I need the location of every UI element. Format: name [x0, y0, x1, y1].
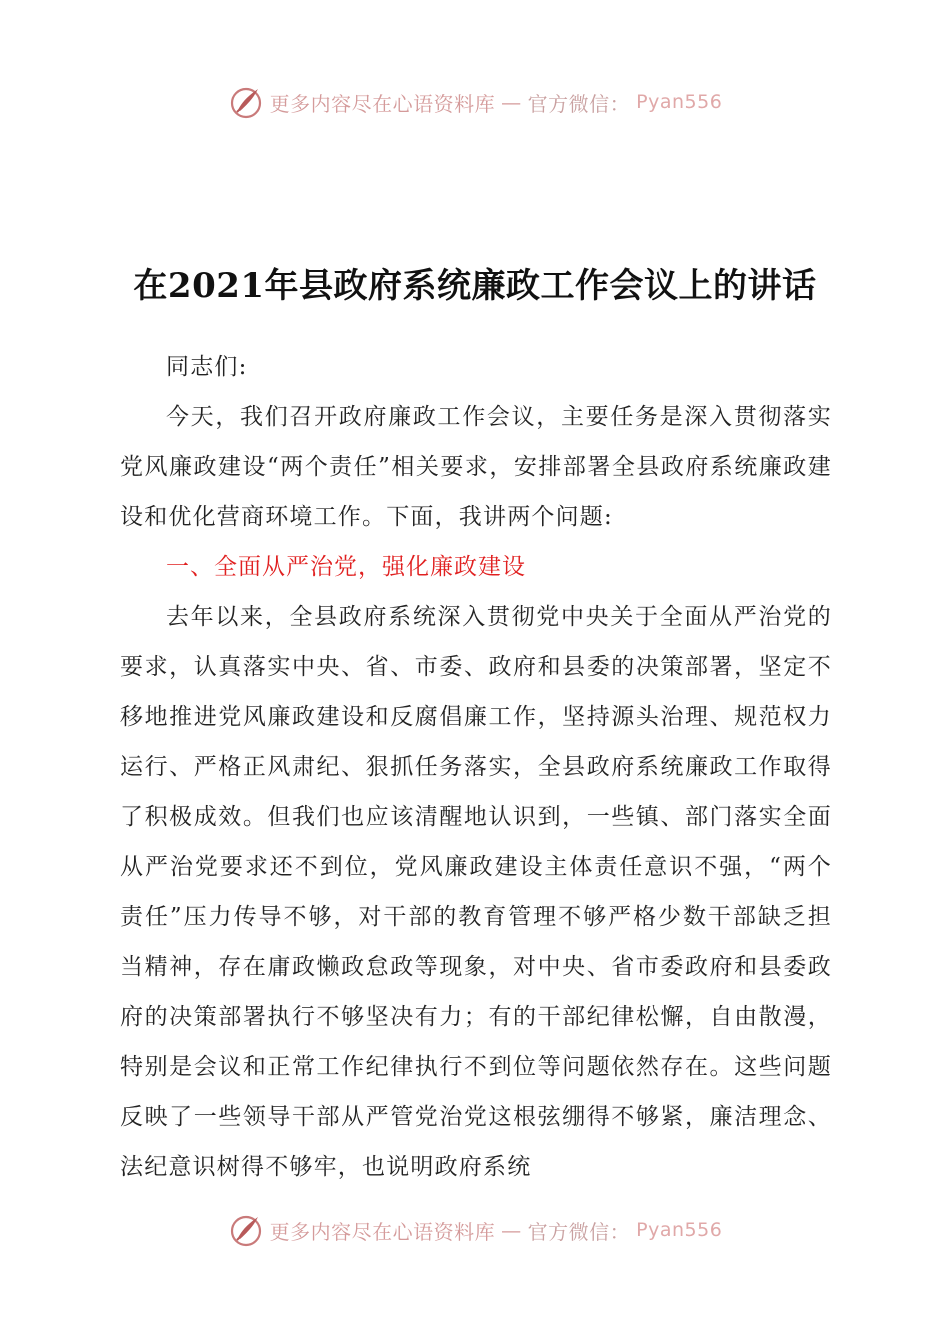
watermark-brand-text: 更多内容尽在心语资料库 [269, 91, 496, 116]
watermark-wechat-label: 官方微信： [527, 1219, 631, 1244]
quill-logo-icon [228, 84, 264, 120]
salutation: 同志们: [166, 354, 248, 380]
section-heading: 一、全面从严治党，强化廉政建设 [166, 554, 526, 580]
watermark-dash: — [501, 1218, 522, 1242]
intro-paragraph: 今天，我们召开政府廉政工作会议，主要任务是深入贯彻落实党风廉政建设“两个责任”相关要求，安排部署全县政府系统廉政建设和优化营商环境工作。下面，我讲两个问题: [120, 404, 832, 530]
document-body [120, 342, 832, 1192]
document-title: 在2021年县政府系统廉政工作会议上的讲话 [133, 266, 817, 306]
watermark-wechat-id: Pyan556 [636, 91, 723, 113]
watermark-wechat-id: Pyan556 [636, 1219, 723, 1241]
watermark-header [0, 80, 950, 124]
watermark-wechat-label: 官方微信： [527, 91, 631, 116]
watermark-brand-text: 更多内容尽在心语资料库 [269, 1219, 496, 1244]
watermark-dash: — [501, 90, 522, 114]
quill-logo-icon [228, 1212, 264, 1248]
watermark-footer [0, 1208, 950, 1252]
section-paragraph: 去年以来，全县政府系统深入贯彻党中央关于全面从严治党的要求，认真落实中央、省、市委、政府和县委的决策部署，坚定不移地推进党风廉政建设和反腐倡廉工作，坚持源头治理、规范权力运行、严格正风肃纪、狠抓任务落实，全县政府系统廉政工作取得了积极成效。但我们也应该清醒地认识到，一些镇、部门落实全面从严治党要求还不到位，党风廉政建设主体责任意识不强，“两个责任”压力传导不够，对干部的教育管理不够严格少数干部缺乏担当精神，存在庸政懒政怠政等现象，对中央、省市委政府和县委政府的决策部署执行不够坚决有力；有的干部纪律松懈，自由散漫，特别是会议和正常工作纪律执行不到位等问题依然存在。这些问题反映了一些领导干部从严管党治党这根弦绷得不够紧，廉洁理念、法纪意识树得不够牢，也说明政府系统 [120, 604, 832, 1180]
